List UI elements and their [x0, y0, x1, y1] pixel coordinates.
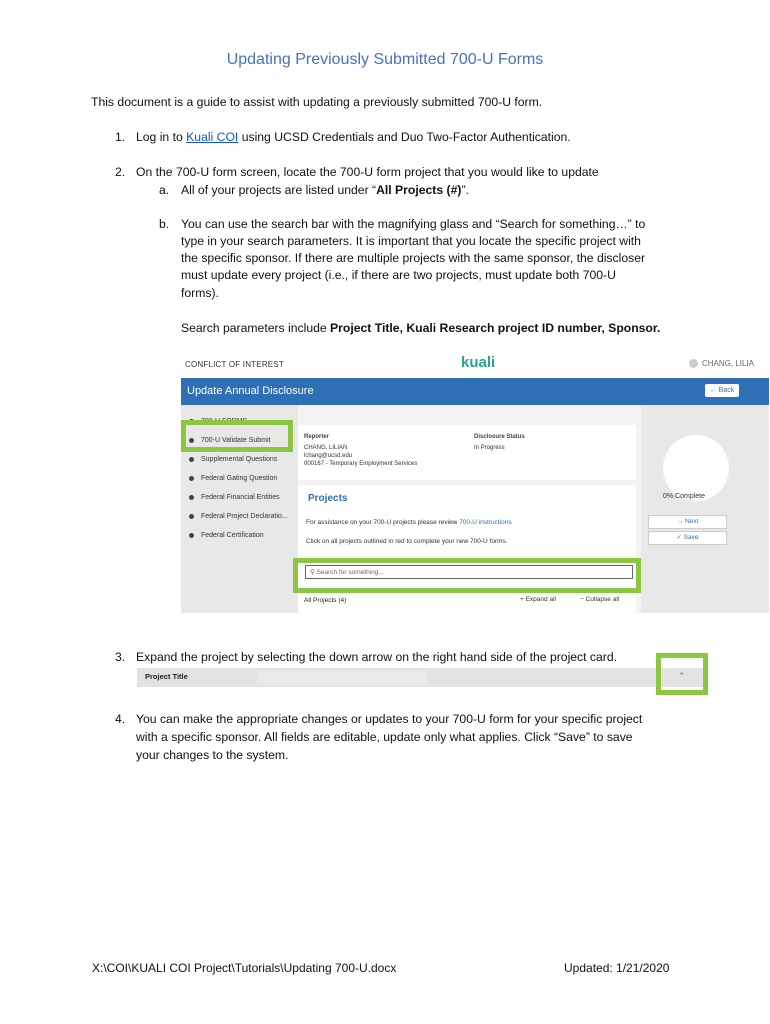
kuali-coi-link[interactable]: Kuali COI	[186, 130, 239, 144]
kuali-screenshot	[181, 353, 769, 613]
progress-circle	[663, 435, 729, 501]
header-title: Update Annual Disclosure	[187, 385, 314, 397]
footer-path: X:\COI\KUALI COI Project\Tutorials\Updating 700-U.docx	[92, 961, 397, 975]
step-2-text: On the 700-U form screen, locate the 700-U form project that you would like to update	[136, 165, 599, 179]
reporter-card	[298, 425, 636, 480]
nav-item-validate-submit[interactable]: 700-U Validate Submit	[189, 437, 271, 444]
step-2b-line: must update every project (i.e., if there are two projects, must update both 700-U	[181, 268, 616, 282]
instructions-link[interactable]: 700-U instructions	[459, 519, 512, 526]
intro-text: This document is a guide to assist with updating a previously submitted 700-U form.	[91, 95, 543, 109]
search-icon: ⚲	[310, 569, 315, 576]
app-label: CONFLICT OF INTEREST	[185, 360, 284, 369]
step-2b-line: the specific sponsor. If there are multiple projects with the same sponsor, the discloser	[181, 251, 646, 265]
nav-item-700u-forms[interactable]: 700-U FORMS	[189, 418, 247, 425]
progress-panel	[641, 405, 769, 613]
collapse-all-button[interactable]: − Collapse all	[580, 596, 620, 603]
save-button[interactable]: ✓ Save	[648, 531, 727, 545]
highlight-700u-forms	[181, 420, 293, 452]
step-4-line: your changes to the system.	[136, 748, 289, 762]
expand-all-button[interactable]: + Expand all	[520, 596, 556, 603]
step-3-text: Expand the project by selecting the down arrow on the right hand side of the project card.	[136, 650, 618, 664]
footer-updated: Updated: 1/21/2020	[564, 961, 670, 975]
all-projects-count: All Projects (4)	[304, 597, 347, 604]
step-1-number: 1.	[115, 130, 126, 144]
status-label: Disclosure Status	[474, 434, 525, 440]
highlight-search	[293, 558, 641, 593]
step-2b-line: type in your search parameters. It is important that you locate the specific project with	[181, 234, 641, 248]
step-2-number: 2.	[115, 165, 126, 179]
nav-item-federal-project[interactable]: Federal Project Declaratio...	[189, 513, 288, 520]
reporter-email: lchang@ucsd.edu	[304, 453, 353, 459]
page-title: Updating Previously Submitted 700-U Forms	[226, 51, 544, 68]
step-2b-line: forms).	[181, 286, 219, 300]
title-placeholder	[257, 670, 427, 684]
reporter-label: Reporter	[304, 434, 330, 440]
app-topbar	[181, 353, 769, 377]
projects-card	[298, 485, 636, 613]
reporter-name: CHANG, LILIAN	[304, 445, 348, 451]
nav-item-federal-certification[interactable]: Federal Certification	[189, 532, 264, 539]
step-2b-line: You can use the search bar with the magnifying glass and “Search for something…” to	[181, 217, 646, 231]
percent-complete: 0% Complete	[663, 493, 706, 500]
nav-item-supplemental-questions[interactable]: Supplemental Questions	[189, 456, 277, 463]
step-4-line: You can make the appropriate changes or updates to your 700-U form for your specific project	[136, 712, 643, 726]
project-title-label: Project Title	[145, 672, 188, 681]
chevron-up-icon[interactable]: ⌃	[678, 671, 686, 681]
project-card-bar[interactable]	[137, 668, 705, 687]
step-2b-number: b.	[159, 217, 170, 231]
step-2a-number: a.	[159, 183, 170, 197]
avatar	[689, 359, 698, 368]
disclosure-header	[181, 378, 769, 405]
search-input[interactable]: ⚲ Search for something...	[305, 565, 633, 579]
status-value: In Progress	[474, 445, 505, 451]
search-parameters-text: Search parameters include Project Title, Kuali Research project ID number, Sponsor.	[181, 321, 661, 335]
nav-item-federal-gating[interactable]: Federal Gating Question	[189, 475, 277, 482]
step-4-number: 4.	[115, 712, 126, 726]
nav-item-federal-financial[interactable]: Federal Financial Entities	[189, 494, 280, 501]
click-instructions: Click on all projects outlined in red to complete your new 700-U forms.	[306, 538, 508, 545]
user-menu[interactable]: CHANG, LILIA	[689, 359, 754, 368]
step-3-number: 3.	[115, 650, 126, 664]
step-2a-text: All of your projects are listed under “All Projects (#)”.	[181, 183, 469, 197]
back-button[interactable]: ← Back	[705, 384, 739, 397]
step-4-line: with a specific sponsor. All fields are editable, update only what applies. Click “Save” to save	[136, 730, 633, 744]
step-1-text: Log in to Kuali COI using UCSD Credentials and Duo Two-Factor Authentication.	[136, 130, 571, 144]
reporter-dept: 000167 - Temporary Employment Services	[304, 461, 418, 467]
projects-title: Projects	[308, 493, 348, 504]
kuali-logo: kuali	[461, 354, 496, 371]
next-button[interactable]: → Next	[648, 515, 727, 529]
highlight-expand-arrow	[656, 653, 708, 695]
assistance-text: For assistance on your 700-U projects please review 700-U instructions	[306, 519, 512, 526]
